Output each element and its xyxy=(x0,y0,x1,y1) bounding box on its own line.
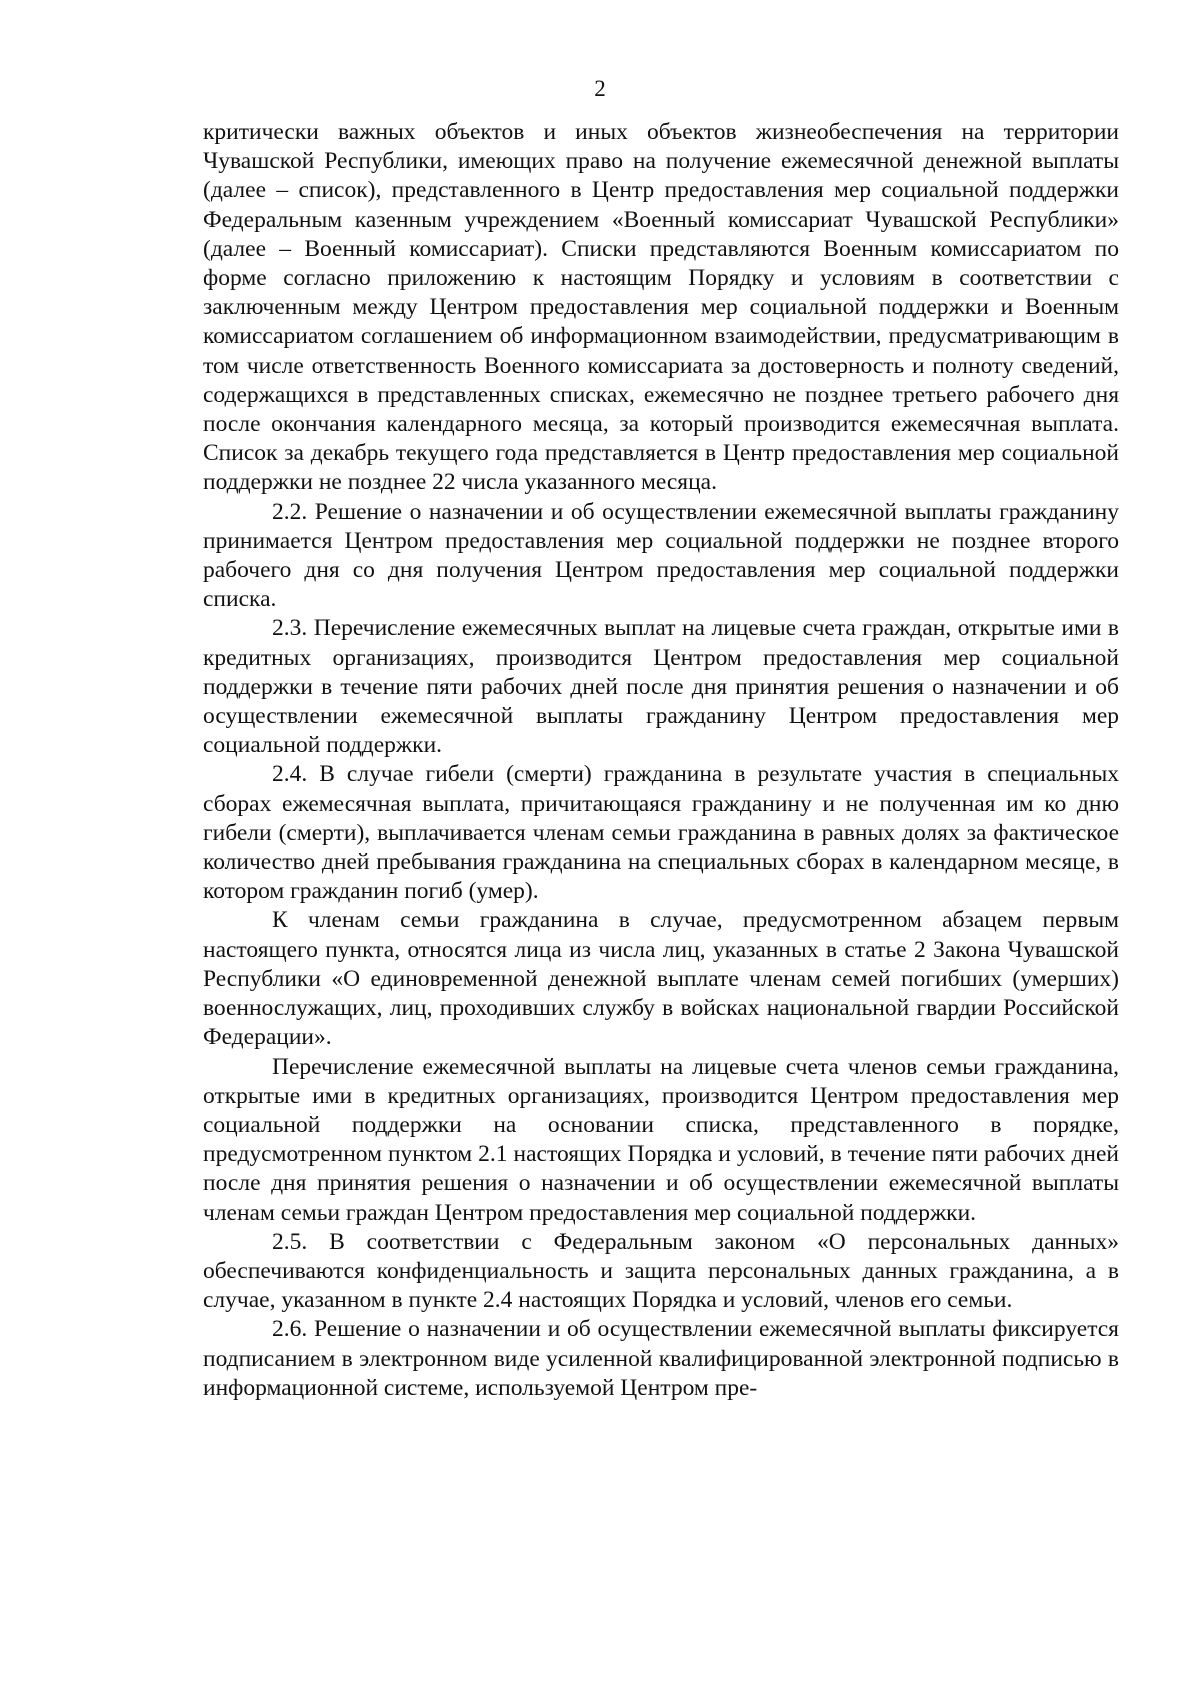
paragraph-2-2: 2.2. Решение о назначении и об осуществлении ежемесячной выплаты гражданину принимается Центром предоставления мер социальной поддержки не позднее второго рабочего дня со дня получения Центром предоставления мер социальной поддержки списка. xyxy=(203,498,1119,613)
paragraph-2-6: 2.6. Решение о назначении и об осуществлении ежемесячной выплаты фиксируется подписанием в электронном виде усиленной квалифицированной электронной подписью в информационной системе, используемой Центром пре- xyxy=(203,1316,1119,1401)
paragraph-2-3: 2.3. Перечисление ежемесячных выплат на лицевые счета граждан, открытые ими в кредитных организациях, производится Центром предоставления мер социальной поддержки в течение пяти рабочих дней после дня принятия решения о назначении и об осуществлении ежемесячной выплаты гражданину Центром предоставления мер социальной поддержки. xyxy=(203,615,1119,759)
document-body xyxy=(203,118,1119,1403)
paragraph-2-4: 2.4. В случае гибели (смерти) гражданина в результате участия в специальных сборах ежемесячная выплата, причитающаяся гражданину и не полученная им ко дню гибели (смерти), выплачивается членам семьи гражданина в равных долях за фактическое количество дней пребывания гражданина на специальных сборах в календарном месяце, в котором гражданин погиб (умер). xyxy=(203,761,1119,905)
paragraph-2-5: 2.5. В соответствии с Федеральным законом «О персональных данных» обеспечиваются конфиденциальность и защита персональных данных гражданина, а в случае, указанном в пункте 2.4 настоящих Порядка и условий, членов его семьи. xyxy=(203,1228,1119,1314)
paragraph-2-4-transfer: Перечисление ежемесячной выплаты на лицевые счета членов семьи гражданина, открытые ими в кредитных организациях, производится Центром предоставления мер социальной поддержки на основании списка, представленного в порядке, предусмотренном пунктом 2.1 настоящих Порядка и условий, в течение пяти рабочих дней после дня принятия решения о назначении и об осуществлении ежемесячной выплаты членам семьи граждан Центром предоставления мер социальной поддержки. xyxy=(203,1053,1119,1226)
paragraph-2-4-family-members: К членам семьи гражданина в случае, предусмотренном абзацем первым настоящего пункта, относятся лица из числа лиц, указанных в статье 2 Закона Чувашской Республики «О единовременной денежной выплате членам семей погибших (умерших) военнослужащих, лиц, проходивших службу в войсках национальной гвардии Российской Федерации». xyxy=(203,907,1119,1051)
page-number: 2 xyxy=(594,76,606,101)
paragraph-continuation: критически важных объектов и иных объектов жизнеобеспечения на территории Чувашской Республики, имеющих право на получение ежемесячной денежной выплаты (далее – список), представленного в Центр предоставления мер социальной поддержки Федеральным казенным учреждением «Военный комиссариат Чувашской Республики» (далее – Военный комиссариат). Списки представляются Военным комиссариатом по форме согласно приложению к настоящим Порядку и условиям в соответствии с заключенным между Центром предоставления мер социальной поддержки и Военным комиссариатом соглашением об информационном взаимодействии, предусматривающим в том числе ответственность Военного комиссариата за достоверность и полноту сведений, содержащихся в представленных списках, ежемесячно не позднее третьего рабочего дня после окончания календарного месяца, за который производится ежемесячная выплата. Список за декабрь текущего года представляется в Центр предоставления мер социальной поддержки не позднее 22 числа указанного месяца. xyxy=(203,119,1119,496)
